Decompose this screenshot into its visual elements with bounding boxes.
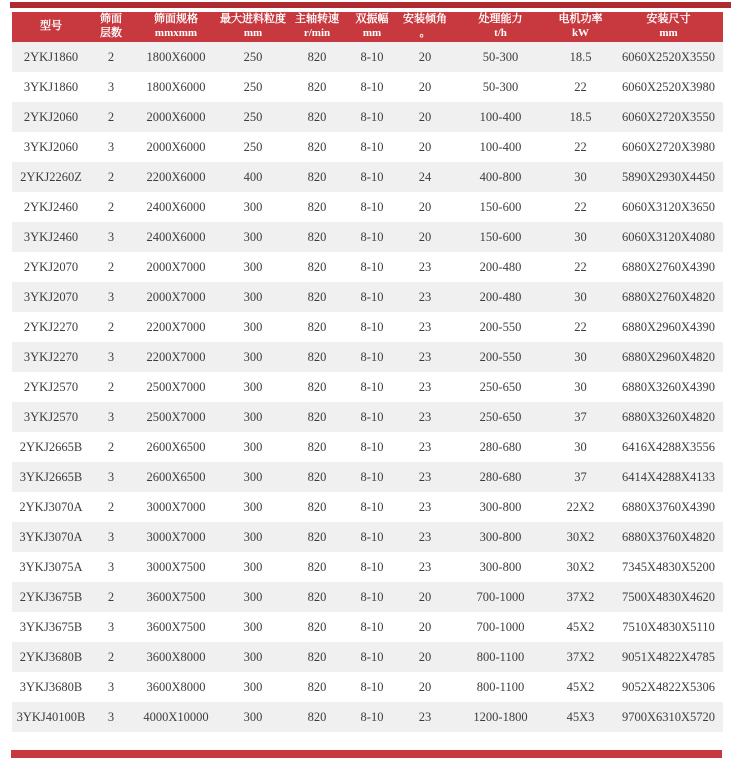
table-cell-feed: 300 bbox=[220, 522, 286, 552]
table-cell-specs: 2400X6000 bbox=[132, 192, 220, 222]
table-cell-power: 30 bbox=[547, 162, 614, 192]
table-cell-amplitude: 8-10 bbox=[348, 642, 396, 672]
table-cell-dims: 6060X3120X3650 bbox=[614, 192, 723, 222]
table-cell-amplitude: 8-10 bbox=[348, 462, 396, 492]
table-cell-specs: 1800X6000 bbox=[132, 72, 220, 102]
table-cell-dims: 7345X4830X5200 bbox=[614, 552, 723, 582]
table-cell-speed: 820 bbox=[286, 552, 348, 582]
table-cell-model: 2YKJ1860 bbox=[12, 42, 90, 72]
table-cell-feed: 300 bbox=[220, 432, 286, 462]
table-cell-power: 45X3 bbox=[547, 702, 614, 732]
table-cell-model: 3YKJ3070A bbox=[12, 522, 90, 552]
table-cell-feed: 250 bbox=[220, 42, 286, 72]
table-cell-feed: 300 bbox=[220, 702, 286, 732]
table-cell-capacity: 200-550 bbox=[454, 342, 547, 372]
table-cell-specs: 2200X7000 bbox=[132, 342, 220, 372]
table-cell-power: 37X2 bbox=[547, 642, 614, 672]
table-row bbox=[12, 312, 723, 342]
table-cell-capacity: 200-480 bbox=[454, 252, 547, 282]
table-cell-specs: 1800X6000 bbox=[132, 42, 220, 72]
table-cell-dims: 6880X2960X4820 bbox=[614, 342, 723, 372]
table-cell-power: 30 bbox=[547, 282, 614, 312]
table-cell-layers: 3 bbox=[90, 522, 132, 552]
table-cell-dims: 9051X4822X4785 bbox=[614, 642, 723, 672]
table-cell-feed: 300 bbox=[220, 642, 286, 672]
table-cell-feed: 300 bbox=[220, 612, 286, 642]
table-cell-amplitude: 8-10 bbox=[348, 672, 396, 702]
table-cell-speed: 820 bbox=[286, 282, 348, 312]
table-cell-specs: 2000X7000 bbox=[132, 252, 220, 282]
table-cell-angle: 23 bbox=[396, 432, 454, 462]
table-cell-power: 22X2 bbox=[547, 492, 614, 522]
table-cell-specs: 3600X7500 bbox=[132, 582, 220, 612]
table-cell-amplitude: 8-10 bbox=[348, 42, 396, 72]
table-cell-capacity: 1200-1800 bbox=[454, 702, 547, 732]
table-cell-capacity: 150-600 bbox=[454, 192, 547, 222]
table-cell-amplitude: 8-10 bbox=[348, 192, 396, 222]
table-cell-model: 3YKJ1860 bbox=[12, 72, 90, 102]
table-cell-amplitude: 8-10 bbox=[348, 72, 396, 102]
table-cell-dims: 5890X2930X4450 bbox=[614, 162, 723, 192]
table-cell-layers: 2 bbox=[90, 102, 132, 132]
table-row bbox=[12, 462, 723, 492]
table-cell-amplitude: 8-10 bbox=[348, 102, 396, 132]
table-cell-speed: 820 bbox=[286, 492, 348, 522]
table-cell-speed: 820 bbox=[286, 702, 348, 732]
table-cell-model: 2YKJ3070A bbox=[12, 492, 90, 522]
table-cell-capacity: 280-680 bbox=[454, 432, 547, 462]
table-row bbox=[12, 582, 723, 612]
table-row bbox=[12, 72, 723, 102]
table-row bbox=[12, 372, 723, 402]
spec-table bbox=[12, 12, 723, 732]
table-cell-model: 3YKJ2570 bbox=[12, 402, 90, 432]
table-cell-dims: 6880X3760X4390 bbox=[614, 492, 723, 522]
table-cell-feed: 300 bbox=[220, 462, 286, 492]
table-cell-feed: 300 bbox=[220, 492, 286, 522]
table-cell-layers: 3 bbox=[90, 462, 132, 492]
table-cell-power: 30 bbox=[547, 432, 614, 462]
table-cell-angle: 20 bbox=[396, 102, 454, 132]
table-cell-dims: 6060X2720X3980 bbox=[614, 132, 723, 162]
table-cell-capacity: 300-800 bbox=[454, 552, 547, 582]
table-cell-power: 22 bbox=[547, 312, 614, 342]
table-row bbox=[12, 102, 723, 132]
table-row bbox=[12, 492, 723, 522]
table-cell-power: 45X2 bbox=[547, 612, 614, 642]
table-cell-feed: 300 bbox=[220, 192, 286, 222]
table-cell-model: 3YKJ2070 bbox=[12, 282, 90, 312]
table-cell-speed: 820 bbox=[286, 192, 348, 222]
column-header-label: 主轴转速 bbox=[295, 13, 339, 26]
table-cell-angle: 23 bbox=[396, 372, 454, 402]
table-cell-dims: 6880X3260X4820 bbox=[614, 402, 723, 432]
table-cell-specs: 3000X7000 bbox=[132, 522, 220, 552]
table-cell-feed: 300 bbox=[220, 282, 286, 312]
table-cell-feed: 250 bbox=[220, 102, 286, 132]
column-header-angle bbox=[396, 12, 454, 42]
table-cell-dims: 9700X6310X5720 bbox=[614, 702, 723, 732]
column-header-label: 筛面规格 bbox=[154, 13, 198, 26]
table-cell-dims: 6880X3260X4390 bbox=[614, 372, 723, 402]
table-row bbox=[12, 282, 723, 312]
column-header-model bbox=[12, 12, 90, 42]
table-cell-capacity: 200-480 bbox=[454, 282, 547, 312]
table-cell-speed: 820 bbox=[286, 312, 348, 342]
table-cell-specs: 3600X8000 bbox=[132, 672, 220, 702]
column-header-feed bbox=[220, 12, 286, 42]
table-cell-model: 2YKJ2070 bbox=[12, 252, 90, 282]
table-cell-layers: 2 bbox=[90, 312, 132, 342]
column-header-unit: 。 bbox=[419, 27, 431, 39]
table-cell-feed: 300 bbox=[220, 222, 286, 252]
table-row bbox=[12, 522, 723, 552]
table-cell-specs: 2500X7000 bbox=[132, 402, 220, 432]
table-cell-amplitude: 8-10 bbox=[348, 582, 396, 612]
table-cell-layers: 3 bbox=[90, 222, 132, 252]
table-cell-power: 22 bbox=[547, 72, 614, 102]
table-cell-dims: 7510X4830X5110 bbox=[614, 612, 723, 642]
table-cell-layers: 2 bbox=[90, 192, 132, 222]
table-cell-dims: 6414X4288X4133 bbox=[614, 462, 723, 492]
table-cell-power: 22 bbox=[547, 252, 614, 282]
table-cell-amplitude: 8-10 bbox=[348, 282, 396, 312]
table-cell-layers: 2 bbox=[90, 582, 132, 612]
table-row bbox=[12, 612, 723, 642]
table-cell-model: 3YKJ2270 bbox=[12, 342, 90, 372]
table-cell-dims: 7500X4830X4620 bbox=[614, 582, 723, 612]
table-cell-power: 45X2 bbox=[547, 672, 614, 702]
table-cell-amplitude: 8-10 bbox=[348, 552, 396, 582]
table-cell-dims: 6060X2720X3550 bbox=[614, 102, 723, 132]
table-cell-amplitude: 8-10 bbox=[348, 522, 396, 552]
table-cell-layers: 2 bbox=[90, 42, 132, 72]
table-cell-speed: 820 bbox=[286, 102, 348, 132]
table-cell-feed: 300 bbox=[220, 342, 286, 372]
table-row bbox=[12, 222, 723, 252]
table-cell-power: 37 bbox=[547, 402, 614, 432]
column-header-unit: r/min bbox=[303, 27, 331, 39]
column-header-layers bbox=[90, 12, 132, 42]
table-cell-speed: 820 bbox=[286, 132, 348, 162]
table-row bbox=[12, 132, 723, 162]
table-row bbox=[12, 402, 723, 432]
column-header-dims bbox=[614, 12, 723, 42]
table-cell-angle: 20 bbox=[396, 582, 454, 612]
table-cell-layers: 3 bbox=[90, 282, 132, 312]
table-cell-feed: 300 bbox=[220, 552, 286, 582]
table-row bbox=[12, 342, 723, 372]
table-cell-power: 22 bbox=[547, 192, 614, 222]
table-cell-amplitude: 8-10 bbox=[348, 252, 396, 282]
table-cell-feed: 300 bbox=[220, 672, 286, 702]
column-header-power bbox=[547, 12, 614, 42]
table-cell-feed: 300 bbox=[220, 372, 286, 402]
table-cell-specs: 4000X10000 bbox=[132, 702, 220, 732]
table-cell-capacity: 200-550 bbox=[454, 312, 547, 342]
table-cell-speed: 820 bbox=[286, 522, 348, 552]
table-cell-specs: 2600X6500 bbox=[132, 462, 220, 492]
table-row bbox=[12, 642, 723, 672]
table-cell-layers: 3 bbox=[90, 342, 132, 372]
table-cell-model: 3YKJ3075A bbox=[12, 552, 90, 582]
table-cell-speed: 820 bbox=[286, 372, 348, 402]
table-cell-angle: 23 bbox=[396, 312, 454, 342]
column-header-label: 电机功率 bbox=[558, 13, 603, 26]
table-cell-speed: 820 bbox=[286, 612, 348, 642]
table-cell-specs: 2600X6500 bbox=[132, 432, 220, 462]
table-cell-layers: 3 bbox=[90, 132, 132, 162]
column-header-unit: mm bbox=[362, 27, 382, 39]
table-cell-capacity: 300-800 bbox=[454, 522, 547, 552]
table-cell-specs: 2000X6000 bbox=[132, 102, 220, 132]
table-header-row bbox=[12, 12, 723, 42]
column-header-specs bbox=[132, 12, 220, 42]
column-header-speed bbox=[286, 12, 348, 42]
table-cell-specs: 3000X7000 bbox=[132, 492, 220, 522]
table-cell-layers: 2 bbox=[90, 432, 132, 462]
table-cell-angle: 24 bbox=[396, 162, 454, 192]
table-cell-capacity: 280-680 bbox=[454, 462, 547, 492]
table-cell-specs: 2200X6000 bbox=[132, 162, 220, 192]
table-cell-specs: 3600X8000 bbox=[132, 642, 220, 672]
table-cell-speed: 820 bbox=[286, 642, 348, 672]
table-cell-amplitude: 8-10 bbox=[348, 402, 396, 432]
table-row bbox=[12, 162, 723, 192]
table-cell-power: 30 bbox=[547, 222, 614, 252]
table-cell-feed: 300 bbox=[220, 582, 286, 612]
table-cell-capacity: 150-600 bbox=[454, 222, 547, 252]
table-cell-speed: 820 bbox=[286, 72, 348, 102]
table-cell-angle: 20 bbox=[396, 612, 454, 642]
table-cell-layers: 2 bbox=[90, 492, 132, 522]
table-cell-speed: 820 bbox=[286, 582, 348, 612]
table-cell-angle: 23 bbox=[396, 402, 454, 432]
table-cell-capacity: 700-1000 bbox=[454, 582, 547, 612]
table-row bbox=[12, 702, 723, 732]
table-cell-feed: 300 bbox=[220, 402, 286, 432]
table-cell-amplitude: 8-10 bbox=[348, 612, 396, 642]
table-cell-dims: 6416X4288X3556 bbox=[614, 432, 723, 462]
table-cell-model: 3YKJ2060 bbox=[12, 132, 90, 162]
table-cell-layers: 3 bbox=[90, 702, 132, 732]
table-cell-dims: 6880X2760X4390 bbox=[614, 252, 723, 282]
table-row bbox=[12, 42, 723, 72]
table-cell-specs: 2000X7000 bbox=[132, 282, 220, 312]
table-cell-layers: 3 bbox=[90, 672, 132, 702]
table-cell-model: 3YKJ40100B bbox=[12, 702, 90, 732]
table-cell-feed: 300 bbox=[220, 312, 286, 342]
table-cell-specs: 2000X6000 bbox=[132, 132, 220, 162]
table-cell-dims: 6880X3760X4820 bbox=[614, 522, 723, 552]
table-cell-angle: 20 bbox=[396, 132, 454, 162]
bottom-accent-bar bbox=[11, 750, 722, 758]
table-cell-power: 22 bbox=[547, 132, 614, 162]
column-header-label: 处理能力 bbox=[478, 13, 523, 26]
table-cell-angle: 20 bbox=[396, 72, 454, 102]
table-cell-model: 2YKJ2570 bbox=[12, 372, 90, 402]
table-cell-angle: 23 bbox=[396, 342, 454, 372]
table-cell-model: 2YKJ2665B bbox=[12, 432, 90, 462]
column-header-capacity bbox=[454, 12, 547, 42]
table-cell-angle: 23 bbox=[396, 252, 454, 282]
table-cell-model: 3YKJ2665B bbox=[12, 462, 90, 492]
table-cell-amplitude: 8-10 bbox=[348, 702, 396, 732]
table-body bbox=[12, 42, 723, 732]
table-cell-angle: 23 bbox=[396, 282, 454, 312]
table-row bbox=[12, 252, 723, 282]
table-cell-angle: 23 bbox=[396, 702, 454, 732]
table-cell-angle: 20 bbox=[396, 672, 454, 702]
table-cell-dims: 6060X2520X3980 bbox=[614, 72, 723, 102]
table-cell-power: 37 bbox=[547, 462, 614, 492]
table-cell-dims: 9052X4822X5306 bbox=[614, 672, 723, 702]
table-cell-model: 2YKJ2270 bbox=[12, 312, 90, 342]
column-header-unit: 层数 bbox=[100, 27, 122, 39]
table-cell-layers: 3 bbox=[90, 72, 132, 102]
table-header bbox=[12, 12, 723, 42]
table-cell-angle: 20 bbox=[396, 222, 454, 252]
table-cell-angle: 23 bbox=[396, 522, 454, 552]
table-cell-power: 37X2 bbox=[547, 582, 614, 612]
table-cell-layers: 2 bbox=[90, 162, 132, 192]
table-cell-capacity: 50-300 bbox=[454, 42, 547, 72]
table-cell-specs: 3000X7500 bbox=[132, 552, 220, 582]
table-cell-power: 30 bbox=[547, 342, 614, 372]
table-cell-feed: 300 bbox=[220, 252, 286, 282]
table-cell-layers: 2 bbox=[90, 252, 132, 282]
column-header-amplitude bbox=[348, 12, 396, 42]
table-cell-angle: 20 bbox=[396, 642, 454, 672]
column-header-unit: kW bbox=[571, 27, 590, 39]
table-cell-specs: 3600X7500 bbox=[132, 612, 220, 642]
table-cell-amplitude: 8-10 bbox=[348, 342, 396, 372]
table-cell-model: 2YKJ2260Z bbox=[12, 162, 90, 192]
table-cell-angle: 23 bbox=[396, 462, 454, 492]
table-cell-feed: 250 bbox=[220, 72, 286, 102]
table-cell-layers: 3 bbox=[90, 552, 132, 582]
top-accent-bar bbox=[10, 2, 731, 8]
table-cell-capacity: 100-400 bbox=[454, 102, 547, 132]
table-cell-capacity: 800-1100 bbox=[454, 642, 547, 672]
table-cell-capacity: 250-650 bbox=[454, 372, 547, 402]
table-cell-capacity: 250-650 bbox=[454, 402, 547, 432]
table-cell-speed: 820 bbox=[286, 672, 348, 702]
table-cell-speed: 820 bbox=[286, 342, 348, 372]
table-cell-capacity: 50-300 bbox=[454, 72, 547, 102]
spec-table-container bbox=[12, 12, 723, 732]
table-cell-dims: 6880X2760X4820 bbox=[614, 282, 723, 312]
table-cell-power: 30X2 bbox=[547, 552, 614, 582]
table-cell-amplitude: 8-10 bbox=[348, 222, 396, 252]
table-cell-angle: 20 bbox=[396, 192, 454, 222]
table-cell-power: 18.5 bbox=[547, 102, 614, 132]
table-cell-model: 3YKJ3680B bbox=[12, 672, 90, 702]
table-cell-dims: 6060X3120X4080 bbox=[614, 222, 723, 252]
table-cell-angle: 20 bbox=[396, 42, 454, 72]
table-cell-power: 18.5 bbox=[547, 42, 614, 72]
table-cell-amplitude: 8-10 bbox=[348, 162, 396, 192]
column-header-label: 双振幅 bbox=[355, 13, 389, 26]
column-header-label: 筛面 bbox=[100, 13, 122, 26]
table-cell-speed: 820 bbox=[286, 402, 348, 432]
table-cell-capacity: 100-400 bbox=[454, 132, 547, 162]
table-cell-angle: 23 bbox=[396, 552, 454, 582]
table-cell-amplitude: 8-10 bbox=[348, 132, 396, 162]
table-cell-dims: 6880X2960X4390 bbox=[614, 312, 723, 342]
table-cell-model: 3YKJ2460 bbox=[12, 222, 90, 252]
column-header-label: 最大进料粒度 bbox=[220, 13, 286, 26]
table-cell-capacity: 400-800 bbox=[454, 162, 547, 192]
table-cell-specs: 2200X7000 bbox=[132, 312, 220, 342]
column-header-label: 安装倾角 bbox=[403, 13, 447, 26]
table-cell-layers: 3 bbox=[90, 612, 132, 642]
table-row bbox=[12, 672, 723, 702]
table-cell-model: 2YKJ3675B bbox=[12, 582, 90, 612]
table-cell-power: 30X2 bbox=[547, 522, 614, 552]
table-cell-layers: 3 bbox=[90, 402, 132, 432]
table-cell-speed: 820 bbox=[286, 462, 348, 492]
table-cell-speed: 820 bbox=[286, 42, 348, 72]
table-cell-specs: 2500X7000 bbox=[132, 372, 220, 402]
table-cell-speed: 820 bbox=[286, 432, 348, 462]
table-cell-capacity: 800-1100 bbox=[454, 672, 547, 702]
table-cell-speed: 820 bbox=[286, 222, 348, 252]
table-cell-capacity: 700-1000 bbox=[454, 612, 547, 642]
table-cell-feed: 400 bbox=[220, 162, 286, 192]
table-cell-feed: 250 bbox=[220, 132, 286, 162]
column-header-label: 安装尺寸 bbox=[646, 13, 691, 26]
table-cell-layers: 2 bbox=[90, 372, 132, 402]
table-cell-model: 2YKJ2060 bbox=[12, 102, 90, 132]
table-cell-model: 2YKJ3680B bbox=[12, 642, 90, 672]
table-row bbox=[12, 192, 723, 222]
table-row bbox=[12, 432, 723, 462]
column-header-unit: mm bbox=[243, 27, 263, 39]
table-cell-speed: 820 bbox=[286, 162, 348, 192]
table-cell-angle: 23 bbox=[396, 492, 454, 522]
table-cell-speed: 820 bbox=[286, 252, 348, 282]
column-header-unit: mm bbox=[659, 27, 678, 39]
table-cell-amplitude: 8-10 bbox=[348, 312, 396, 342]
table-cell-amplitude: 8-10 bbox=[348, 372, 396, 402]
table-cell-amplitude: 8-10 bbox=[348, 432, 396, 462]
column-header-unit: t/h bbox=[494, 27, 507, 39]
table-cell-power: 30 bbox=[547, 372, 614, 402]
table-row bbox=[12, 552, 723, 582]
table-cell-layers: 2 bbox=[90, 642, 132, 672]
column-header-label: 型号 bbox=[40, 20, 62, 33]
table-cell-amplitude: 8-10 bbox=[348, 492, 396, 522]
table-cell-model: 2YKJ2460 bbox=[12, 192, 90, 222]
table-cell-model: 3YKJ3675B bbox=[12, 612, 90, 642]
column-header-unit: mmxmm bbox=[154, 27, 198, 39]
table-cell-dims: 6060X2520X3550 bbox=[614, 42, 723, 72]
table-cell-specs: 2400X6000 bbox=[132, 222, 220, 252]
table-cell-capacity: 300-800 bbox=[454, 492, 547, 522]
